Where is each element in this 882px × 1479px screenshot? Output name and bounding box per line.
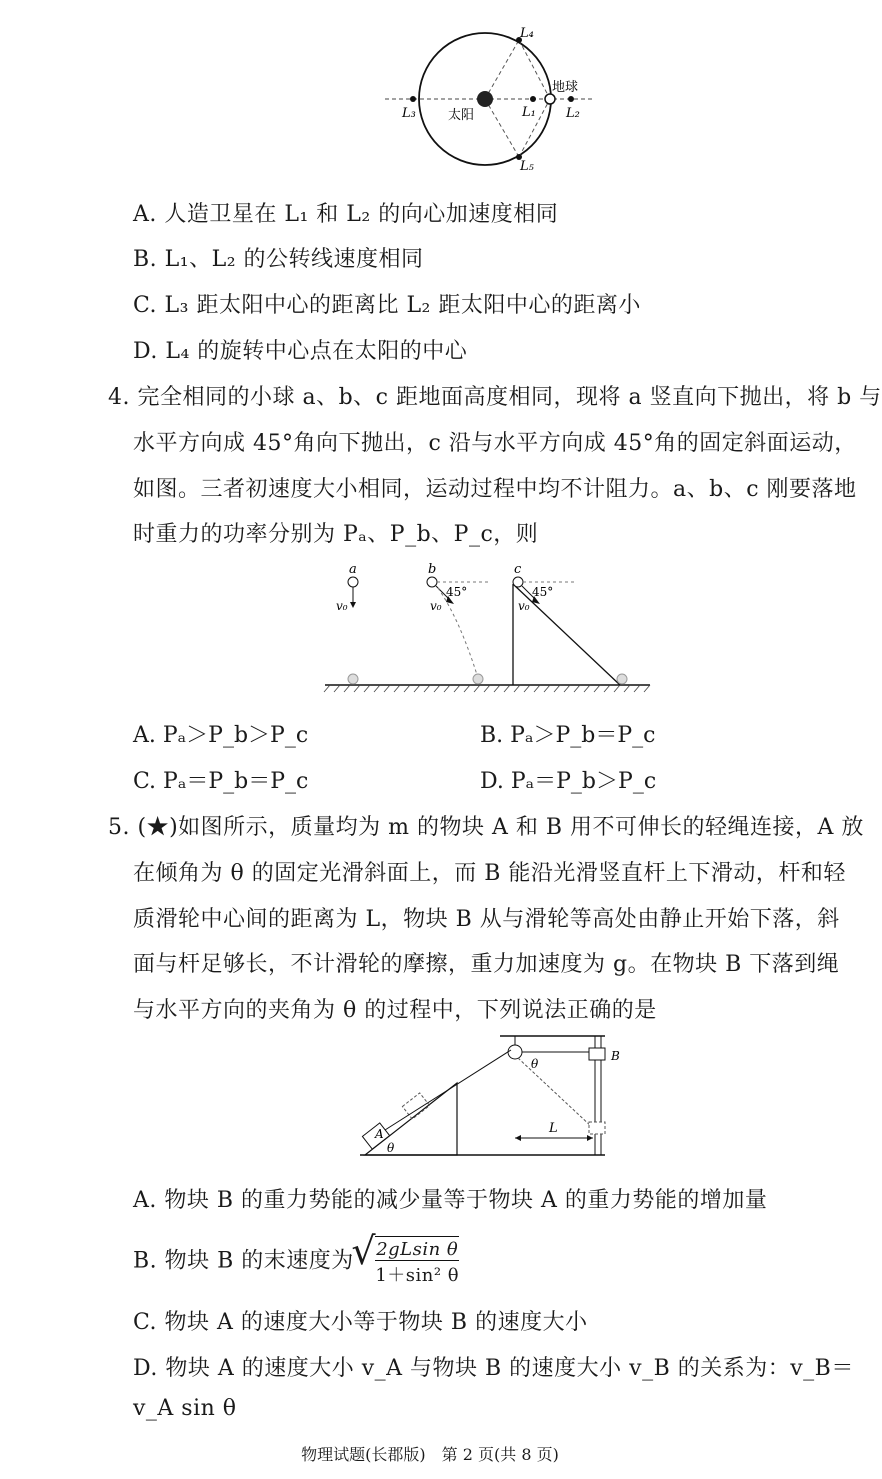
- label-earth: 地球: [552, 80, 579, 95]
- q4-option-a: A. Pₐ＞P_b＞P_c: [133, 723, 309, 748]
- q4-stem-line: 4. 完全相同的小球 a、b、c 距地面高度相同，现将 a 竖直向下抛出，将 b 与: [108, 385, 882, 410]
- q5-option-a: A. 物块 B 的重力势能的减少量等于物块 A 的重力势能的增加量: [133, 1188, 768, 1213]
- q4-option-c: C. Pₐ＝P_b＝P_c: [133, 769, 309, 794]
- svg-text:b: b: [428, 562, 437, 577]
- q5-stem-line: 与水平方向的夹角为 θ 的过程中，下列说法正确的是: [133, 998, 657, 1023]
- q4-option-b: B. Pₐ＞P_b＝P_c: [480, 723, 656, 748]
- sun-icon: [477, 91, 493, 107]
- label-L3: L₃: [402, 106, 416, 121]
- q5-stem-line: 5. (★)如图所示，质量均为 m 的物块 A 和 B 用不可伸长的轻绳连接，A 放: [108, 815, 864, 840]
- label-L4: L₄: [520, 26, 534, 41]
- q3-option-a: A. 人造卫星在 L₁ 和 L₂ 的向心加速度相同: [133, 202, 559, 227]
- svg-text:45°: 45°: [532, 585, 554, 599]
- label-L1: L₁: [522, 105, 536, 120]
- label-L2: L₂: [566, 106, 580, 121]
- svg-text:v₀: v₀: [518, 599, 530, 613]
- svg-text:v₀: v₀: [336, 599, 348, 613]
- label-L5: L₅: [520, 159, 534, 174]
- q5-option-d-cont: v_A sin θ: [133, 1396, 237, 1421]
- label-sun: 太阳: [448, 108, 475, 123]
- q3-option-b: B. L₁、L₂ 的公转线速度相同: [133, 247, 424, 272]
- q5-stem-line: 质滑轮中心间的距离为 L，物块 B 从与滑轮等高处由静止开始下落，斜: [133, 907, 840, 932]
- svg-text:θ: θ: [531, 1057, 539, 1071]
- svg-text:A: A: [375, 1127, 384, 1141]
- q5-stem-line: 在倾角为 θ 的固定光滑斜面上，而 B 能沿光滑竖直杆上下滑动，杆和轻: [133, 861, 846, 886]
- q4-stem-line: 水平方向成 45°角向下抛出，c 沿与水平方向成 45°角的固定斜面运动，: [133, 431, 857, 456]
- svg-text:45°: 45°: [446, 585, 468, 599]
- svg-text:B: B: [611, 1049, 620, 1063]
- svg-text:θ: θ: [387, 1141, 395, 1155]
- svg-text:c: c: [514, 562, 522, 577]
- projectile-figure: [320, 560, 660, 700]
- q3-option-d: D. L₄ 的旋转中心点在太阳的中心: [133, 339, 468, 364]
- earth-icon: [545, 94, 555, 104]
- q5-option-d: D. 物块 A 的速度大小 v_A 与物块 B 的速度大小 v_B 的关系为：v_B＝: [133, 1356, 854, 1381]
- q5-stem-line: 面与杆足够长，不计滑轮的摩擦，重力加速度为 g。在物块 B 下落到绳: [133, 952, 840, 977]
- svg-text:L: L: [549, 1121, 558, 1136]
- svg-text:a: a: [349, 562, 357, 577]
- q4-option-d: D. Pₐ＝P_b＞P_c: [480, 769, 657, 794]
- q3-option-c: C. L₃ 距太阳中心的距离比 L₂ 距太阳中心的距离小: [133, 293, 641, 318]
- q5-option-c: C. 物块 A 的速度大小等于物块 B 的速度大小: [133, 1310, 588, 1335]
- q4-stem-line: 如图。三者初速度大小相同，运动过程中均不计阻力。a、b、c 刚要落地: [133, 477, 857, 502]
- q4-stem-line: 时重力的功率分别为 Pₐ、P_b、P_c，则: [133, 522, 539, 547]
- q5-option-b: B. 物块 B 的末速度为 √ $\frac{\text{2gLsin θ}}{\text{1＋sin² θ}}$: [133, 1229, 460, 1286]
- page-footer: 物理试题(长郡版) 第 2 页(共 8 页): [301, 1445, 559, 1464]
- svg-text:v₀: v₀: [430, 599, 442, 613]
- pulley-figure: [355, 1028, 620, 1168]
- lagrange-points-figure: [380, 20, 600, 180]
